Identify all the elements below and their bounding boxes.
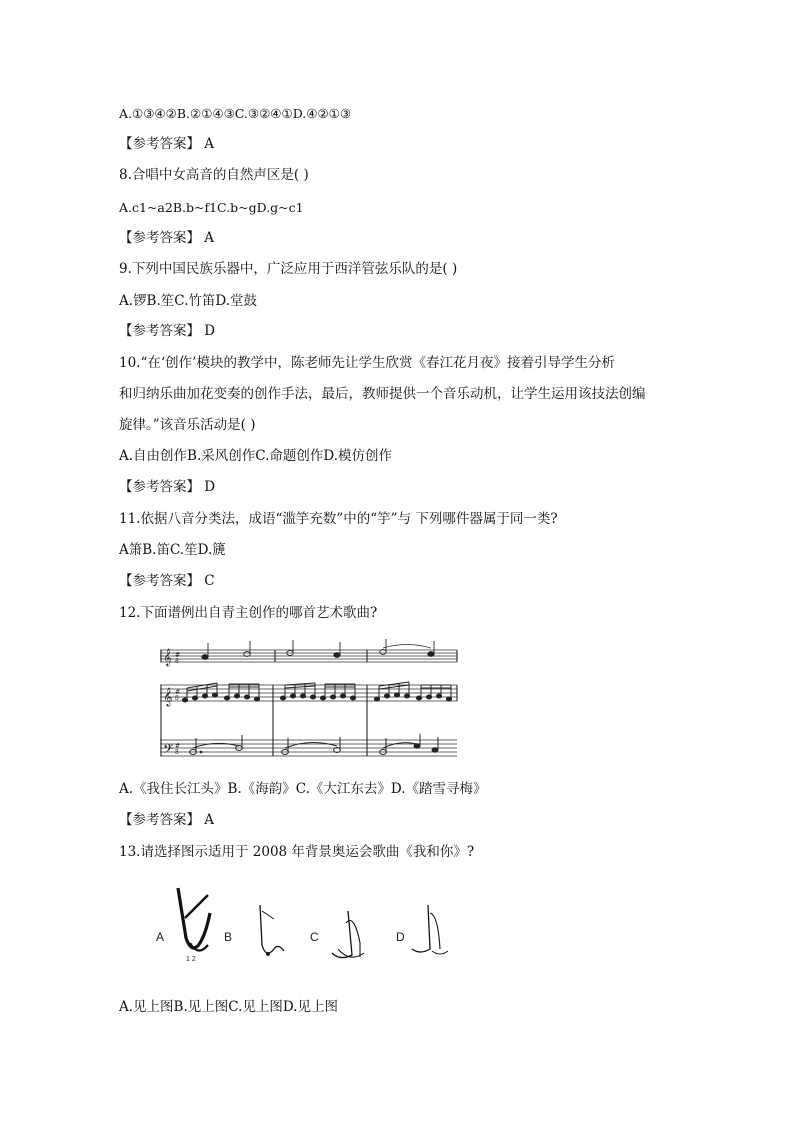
q10-answer: 【参考答案】 D — [119, 479, 216, 495]
q12-options: A.《我住长江头》B.《海韵》C.《大江东去》D.《踏雪寻梅》 — [119, 781, 487, 797]
svg-text:𝄢: 𝄢 — [163, 741, 174, 760]
pattern-c-label: C — [310, 930, 319, 944]
q9-question: 9.下列中国民族乐器中，广泛应用于西洋管弦乐队的是( ) — [119, 261, 458, 277]
q8-answer: 【参考答案】 A — [119, 230, 215, 246]
conducting-patterns — [150, 883, 500, 975]
q11-question: 11.依据八音分类法，成语“滥竽充数”中的“竽”与 下列哪件器属于同一类? — [119, 511, 558, 527]
q12-question: 12.下面谱例出自青主创作的哪首艺术歌曲? — [119, 605, 378, 621]
pattern-d-mark — [412, 905, 430, 952]
svg-text:#: # — [175, 689, 181, 696]
score-excerpt-figure — [155, 638, 465, 770]
q8-options: A.c1~a2B.b~f1C.b~gD.g~c1 — [119, 200, 304, 215]
q10-question-line1: 10.“在‘创作’模块的教学中，陈老师先让学生欣赏《春江花月夜》接着引导学生分析 — [119, 355, 615, 371]
pattern-a-label: A — [156, 930, 165, 944]
score-excerpt — [155, 638, 465, 770]
q10-question-line3: 旋律。”该音乐活动是( ) — [119, 417, 256, 433]
q7-options: A.①③④②B.②①④③C.③②④①D.④②①③ — [119, 106, 352, 121]
q11-answer: 【参考答案】 C — [119, 573, 215, 589]
pattern-c-mark — [332, 911, 352, 958]
q10-question-line2: 和归纳乐曲加花变奏的创作手法，最后，教师提供一个音乐动机，让学生运用该技法创编 — [119, 386, 646, 402]
q10-options: A.自由创作B.采风创作C.命题创作D.模仿创作 — [119, 448, 393, 464]
q11-options: A箫B.笛C.笙D.篪 — [119, 542, 226, 558]
svg-text:𝄞: 𝄞 — [163, 687, 173, 706]
q9-options: A.锣B.笙C.竹笛D.堂鼓 — [119, 293, 258, 309]
pattern-b-label: B — [224, 930, 233, 944]
svg-text:𝄞: 𝄞 — [163, 648, 172, 666]
svg-text:8: 8 — [175, 658, 179, 665]
conducting-patterns-figure — [150, 883, 500, 975]
q12-answer: 【参考答案】 A — [119, 812, 215, 828]
q13-options: A.见上图B.见上图C.见上图D.见上图 — [119, 999, 339, 1015]
svg-text:#: # — [175, 652, 181, 659]
pattern-d-label: D — [396, 930, 405, 944]
svg-text:#: # — [175, 743, 181, 750]
svg-text:8: 8 — [175, 749, 179, 756]
svg-text:8: 8 — [175, 695, 179, 702]
q7-answer: 【参考答案】 A — [119, 136, 215, 152]
q8-question: 8.合唱中女高音的自然声区是( ) — [119, 167, 309, 183]
q13-question: 13.请选择图示适用于 2008 年背景奥运会歌曲《我和你》? — [119, 844, 475, 860]
q9-answer: 【参考答案】 D — [119, 323, 216, 339]
pattern-a-beats: 1 2 — [186, 956, 196, 963]
